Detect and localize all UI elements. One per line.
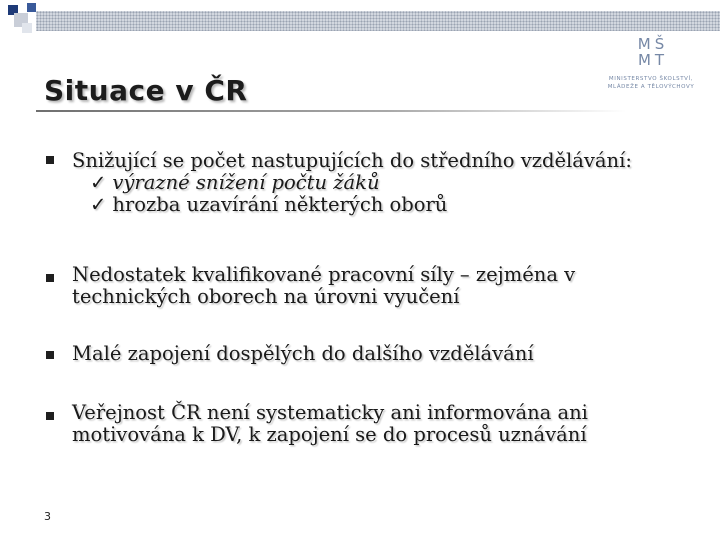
ministry-logo xyxy=(605,36,697,96)
check-icon: ✓ xyxy=(90,171,107,194)
bullet-line: Snižující se počet nastupujících do středního vzdělávání: xyxy=(72,149,632,172)
logo-line-1: MINISTERSTVO ŠKOLSTVÍ, xyxy=(608,76,694,82)
square-bullet-icon xyxy=(46,351,54,359)
sub-item xyxy=(72,172,672,194)
bullet-line: Malé zapojení dospělých do dalšího vzdělávání xyxy=(72,342,534,365)
logo-mark: MŠ MT xyxy=(637,35,669,69)
page-number: 3 xyxy=(44,510,51,523)
square-bullet-icon xyxy=(46,156,54,164)
sub-item-text: hrozba uzavírání některých oborů xyxy=(112,193,448,216)
header-pattern-band xyxy=(36,11,720,31)
sub-item xyxy=(72,194,672,216)
square-bullet-icon xyxy=(46,274,54,282)
sub-item-text: výrazné snížení počtu žáků xyxy=(112,171,380,194)
decor-square-light xyxy=(22,23,32,33)
slide-title: Situace v ČR xyxy=(44,74,248,107)
title-underline xyxy=(36,110,626,112)
bullet-line: Nedostatek kvalifikované pracovní síly – zejména v xyxy=(72,263,576,286)
bullet-text xyxy=(72,264,672,308)
check-icon: ✓ xyxy=(90,193,107,216)
bullet-text xyxy=(72,402,672,446)
decor-square-blue xyxy=(27,3,36,12)
bullet-line: Veřejnost ČR není systematicky ani informována ani xyxy=(72,401,588,424)
bullet-line: technických oborech na úrovni vyučení xyxy=(72,285,460,308)
square-bullet-icon xyxy=(46,412,54,420)
bullet-text xyxy=(72,343,672,365)
bullet-text xyxy=(72,150,672,216)
logo-line-2: MLÁDEŽE A TĚLOVÝCHOVY xyxy=(607,84,695,90)
bullet-line: motivována k DV, k zapojení se do procesů uznávání xyxy=(72,423,587,446)
